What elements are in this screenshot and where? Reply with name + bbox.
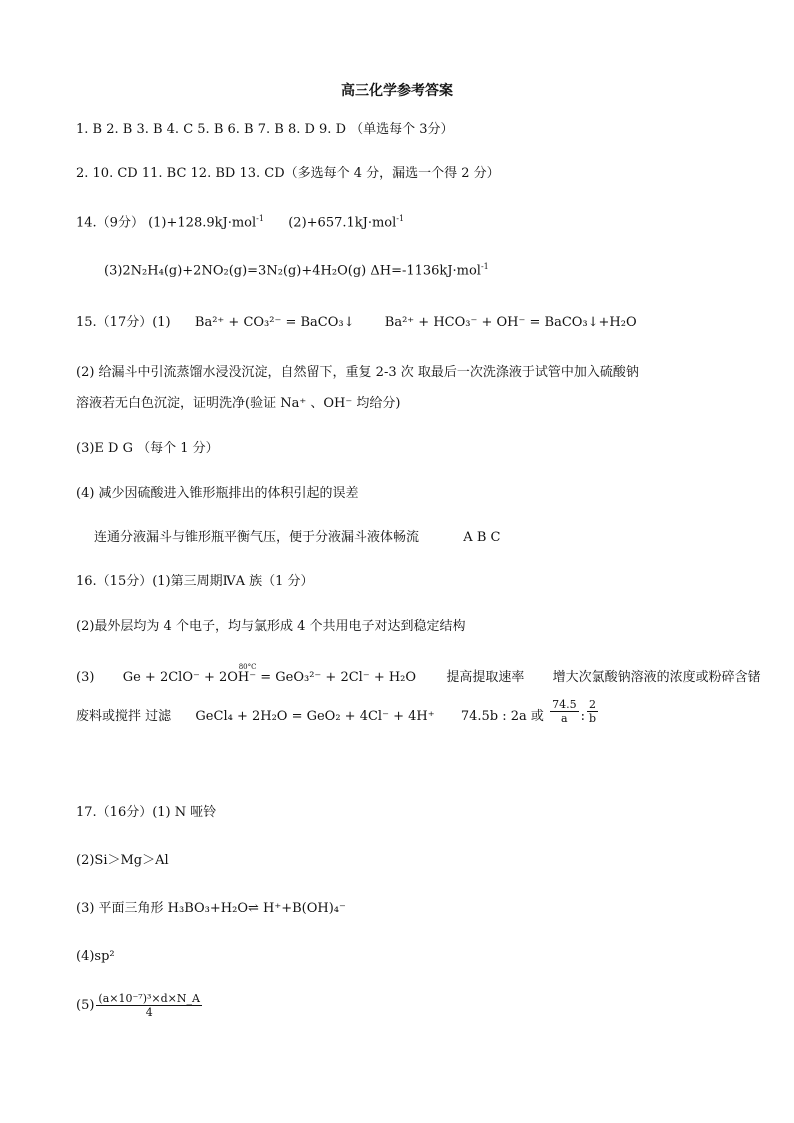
q14-part3-text: (3)2N₂H₄(g)+2NO₂(g)=3N₂(g)+4H₂O(g) ΔH=-1136kJ·mol: [104, 263, 481, 279]
q14-head: 14.（9分）: [76, 215, 144, 231]
answer-line-1: 1. B 2. B 3. B 4. C 5. B 6. B 7. B 8. D 9. D （单选每个 3分）: [76, 122, 454, 137]
q17-part3: (3) 平面三角形 H₃BO₃+H₂O⇌ H⁺+B(OH)₄⁻: [76, 901, 346, 916]
q15-part2-line1: (2) 给漏斗中引流蒸馏水浸没沉淀，自然留下，重复 2-3 次 取最后一次洗涤液于试管中加入硫酸钠: [76, 365, 639, 380]
q16-part3-label: (3): [76, 670, 95, 685]
q16-equation-1-text: Ge + 2ClO⁻ + 2OH⁻ = GeO₃²⁻ + 2Cl⁻ + H₂O: [122, 670, 417, 685]
q16-line1: 16.（15分）(1)第三周期ⅣA 族（1 分）: [76, 574, 314, 589]
q14-sup-3: -1: [480, 262, 489, 271]
q16-part3-line2: 废料或搅拌 过滤 GeCl₄ + 2H₂O = GeO₂ + 4Cl⁻ + 4H⁺ 74.5b : 2a 或 $\frac{74.5}{a}$ : $\frac{2}{b}$: [76, 698, 597, 725]
q17-part2: (2)Si＞Mg＞Al: [76, 853, 169, 868]
q15-equation-2: Ba²⁺ + HCO₃⁻ + OH⁻ = BaCO₃↓+H₂O: [384, 315, 637, 330]
q15-part3: (3)E D G （每个 1 分）: [76, 441, 219, 456]
q17-line1: 17.（16分）(1) N 哑铃: [76, 805, 217, 820]
q16-equation-1: [122, 663, 417, 687]
answer-line-2: 2. 10. CD 11. BC 12. BD 13. CD（多选每个 4 分，漏选一个得 2 分）: [76, 166, 500, 181]
q16-fraction-1: [550, 698, 579, 725]
q17-fraction: [96, 992, 202, 1019]
q15-part4-detail: [94, 529, 500, 547]
q15-head: 15.（17分）(1): [76, 315, 171, 330]
q17-part5: [76, 992, 204, 1019]
q16-fraction-2: [587, 698, 598, 725]
q17-part4: (4)sp²: [76, 949, 115, 964]
q17-part5-label: (5): [76, 998, 95, 1013]
q16-ratio: 74.5b : 2a 或: [460, 709, 544, 724]
q16-fraction-2-num: 2: [587, 698, 598, 712]
page-title: 高三化学参考答案: [341, 83, 453, 99]
q15-part4-answer: A B C: [463, 530, 501, 545]
q15-line1: [76, 314, 637, 332]
q17-fraction-den: 4: [145, 1006, 153, 1019]
q16-answer-method: 增大次氯酸钠溶液的浓度或粉碎含锗: [552, 670, 761, 685]
q16-fraction-2-den: b: [588, 712, 597, 725]
q14-part3: [104, 258, 489, 280]
q16-answer-rate: 提高提取速率: [446, 670, 525, 685]
q16-part2: (2)最外层均为 4 个电子，均与氯形成 4 个共用电子对达到稳定结构: [76, 619, 466, 634]
q16-fraction-1-den: a: [561, 712, 568, 725]
q16-answer-filter: 废料或搅拌 过滤: [76, 709, 172, 724]
q15-part2-line2: 溶液若无白色沉淀，证明洗净(验证 Na⁺ 、OH⁻ 均给分): [76, 396, 401, 411]
q15-part4: (4) 减少因硫酸进入锥形瓶排出的体积引起的误差: [76, 486, 359, 501]
q16-equation-2: GeCl₄ + 2H₂O = GeO₂ + 4Cl⁻ + 4H⁺: [195, 709, 435, 724]
q17-fraction-num: (a×10⁻⁷)³×d×N_A: [98, 992, 200, 1005]
q14-part1: (1)+128.9kJ·mol: [148, 215, 257, 231]
q14-sup-1: -1: [256, 214, 264, 223]
q16-part3-line1: [76, 663, 761, 687]
q14-sup-2: -1: [396, 214, 405, 223]
q14-part2: (2)+657.1kJ·mol: [288, 215, 397, 231]
q16-fraction-1-num: 74.5: [552, 698, 577, 711]
q14-line: [76, 210, 404, 232]
q15-equation-1: Ba²⁺ + CO₃²⁻ = BaCO₃↓: [194, 315, 355, 330]
q16-condition: 80°C: [238, 663, 257, 671]
q15-part4-text: 连通分液漏斗与锥形瓶平衡气压，便于分液漏斗液体畅流: [94, 530, 420, 545]
